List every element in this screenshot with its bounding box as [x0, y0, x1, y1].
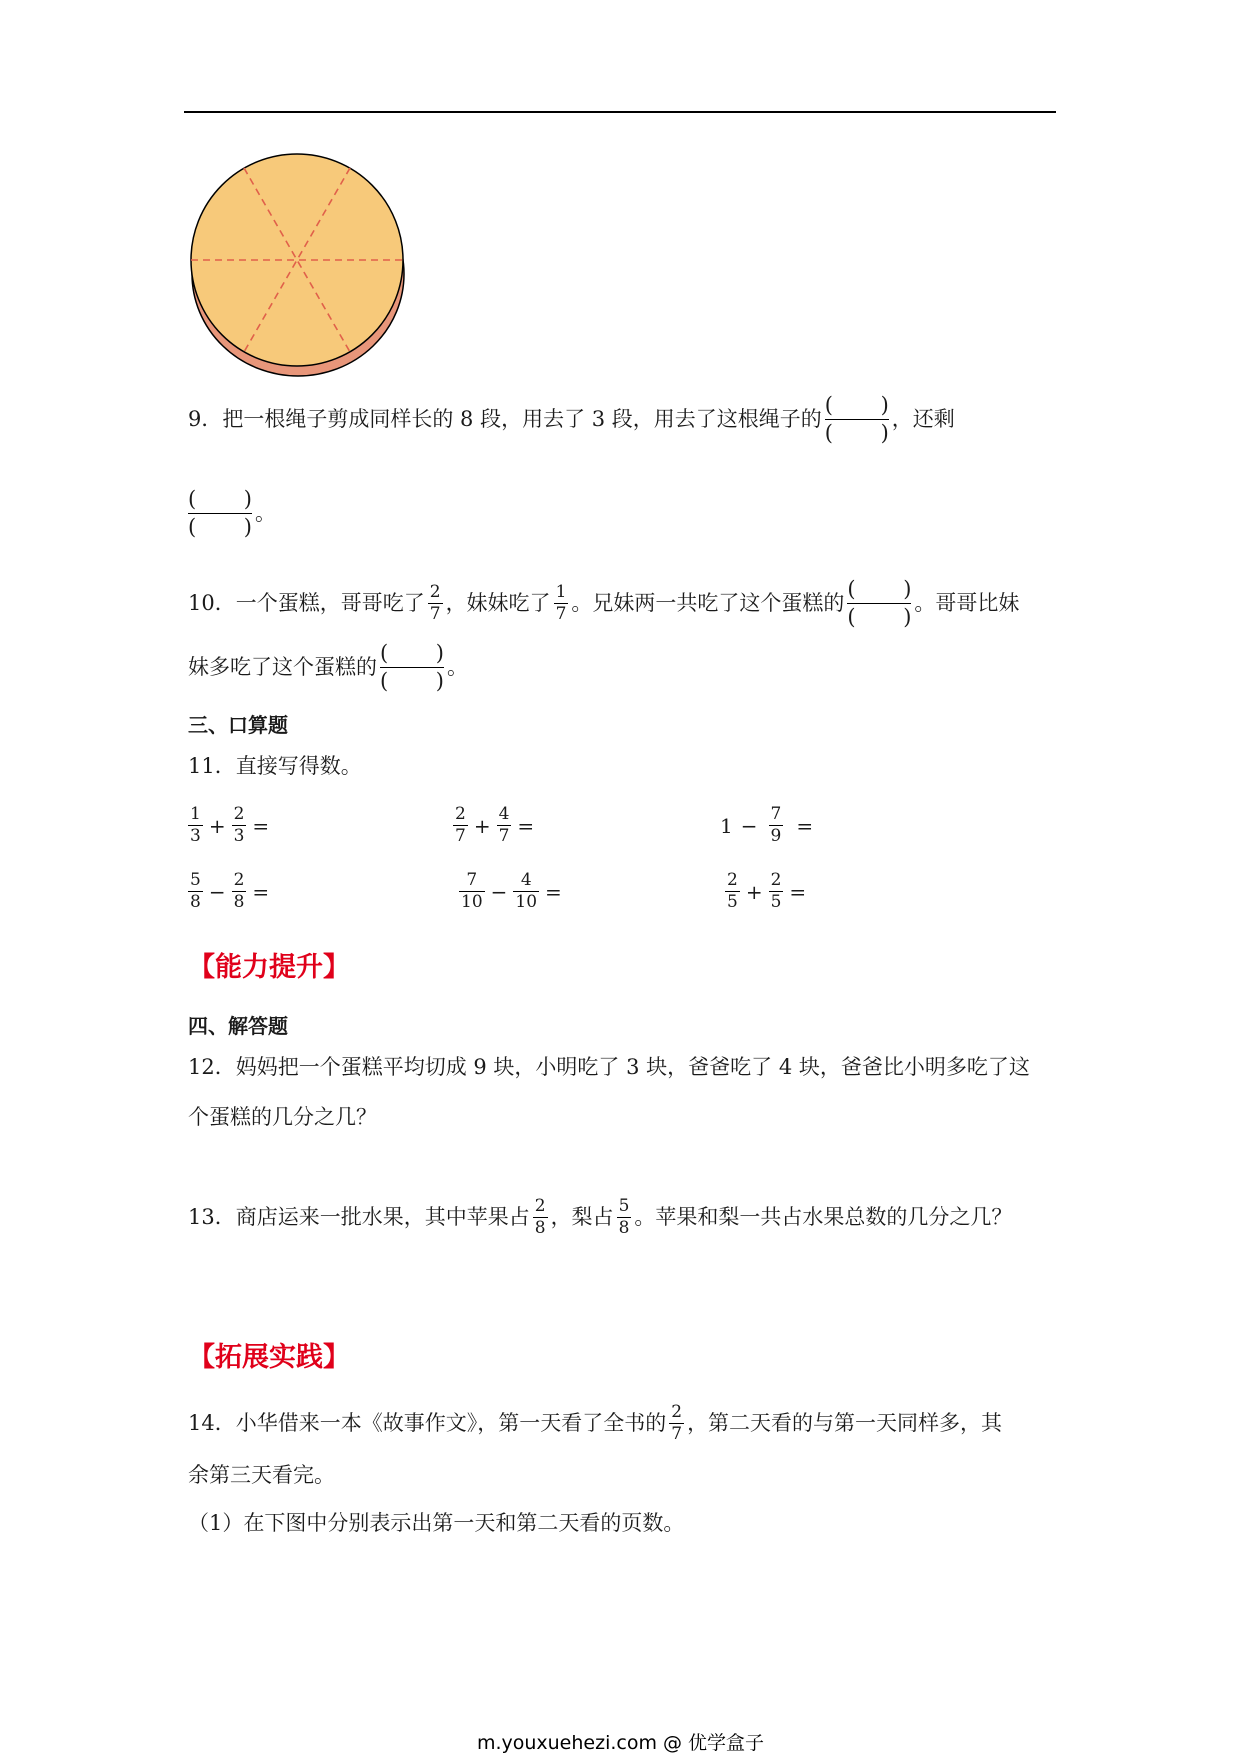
answer-blank-fraction[interactable]: ( ) ( ) — [847, 577, 912, 630]
header-rule — [184, 111, 1056, 113]
fraction-5-8: $\frac{5}{8}$ — [618, 1196, 630, 1238]
banner-ability: 【能力提升】 — [188, 952, 350, 983]
calc-item: $\frac{2}{7}$ + $\frac{4}{7}$ = — [455, 804, 535, 846]
question-13: 13．商店运来一批水果，其中苹果占 $\frac{2}{8}$ ，梨占 $\frac{5}{8}$ 。苹果和梨一共占水果总数的几分之几？ — [188, 1196, 1013, 1238]
calc-item: $\frac{5}{8}$ − $\frac{2}{8}$ = — [190, 870, 270, 912]
footer-watermark: m.youxuehezi.com @ 优学盒子 — [476, 1732, 765, 1754]
fraction-1-7: $\frac{1}{7}$ — [555, 581, 567, 624]
q9-number: 9． — [188, 407, 223, 432]
calc-item: $\frac{7}{10}$ − $\frac{4}{10}$ = — [461, 870, 562, 912]
fraction-2-7: $\frac{2}{7}$ — [429, 581, 441, 624]
question-11: 11．直接写得数。 — [188, 754, 362, 778]
q9-text: 把一根绳子剪成同样长的 8 段，用去了 3 段，用去了这根绳子的 — [222, 407, 822, 432]
answer-blank-fraction[interactable]: ( ) ( ) — [380, 641, 444, 694]
fraction-2-7: $\frac{2}{7}$ — [671, 1402, 683, 1444]
section-heading-3: 三、口算题 — [188, 713, 288, 737]
question-9-line1 — [188, 394, 955, 445]
calc-item: $\frac{2}{5}$ + $\frac{2}{5}$ = — [727, 870, 807, 912]
question-14-line2: 余第三天看完。 — [188, 1463, 335, 1487]
answer-blank-fraction[interactable]: ( ) ( ) — [824, 393, 889, 446]
q10-text: 。哥哥比妹 — [914, 591, 1020, 616]
q9-text-remaining: ，还剩 — [891, 407, 955, 432]
question-12-line1: 12．妈妈把一个蛋糕平均切成 9 块，小明吃了 3 块，爸爸吃了 4 块，爸爸比小明多吃了这 — [188, 1055, 1030, 1079]
question-9-line2 — [188, 488, 276, 539]
banner-extension: 【拓展实践】 — [188, 1342, 350, 1373]
q10-text: 一个蛋糕，哥哥吃了 — [235, 591, 425, 616]
section-heading-4: 四、解答题 — [188, 1014, 288, 1038]
q10-number: 10． — [188, 591, 236, 616]
answer-blank-fraction[interactable]: ( ) ( ) — [188, 487, 252, 540]
question-14-line1: 14．小华借来一本《故事作文》，第一天看了全书的 $\frac{2}{7}$ ，第二天看的与第一天同样多，其 — [188, 1402, 1003, 1444]
question-10-line2 — [188, 642, 468, 693]
calc-item: 1 − $\frac{7}{9}$ = — [720, 804, 814, 846]
q10-end: 。 — [447, 655, 468, 680]
fraction-2-8: $\frac{2}{8}$ — [534, 1196, 546, 1238]
calc-item: $\frac{1}{3}$ + $\frac{2}{3}$ = — [190, 804, 270, 846]
q9-end: 。 — [255, 501, 276, 526]
q10-text: ，妹妹吃了 — [445, 591, 551, 616]
question-12-line2: 个蛋糕的几分之几？ — [188, 1105, 377, 1129]
q10-text: 妹多吃了这个蛋糕的 — [188, 655, 377, 680]
question-14-sub1: （1）在下图中分别表示出第一天和第二天看的页数。 — [188, 1511, 685, 1535]
q10-text: 。兄妹两一共吃了这个蛋糕的 — [571, 591, 845, 616]
cake-figure — [187, 150, 409, 378]
question-10-line1 — [188, 578, 1019, 629]
